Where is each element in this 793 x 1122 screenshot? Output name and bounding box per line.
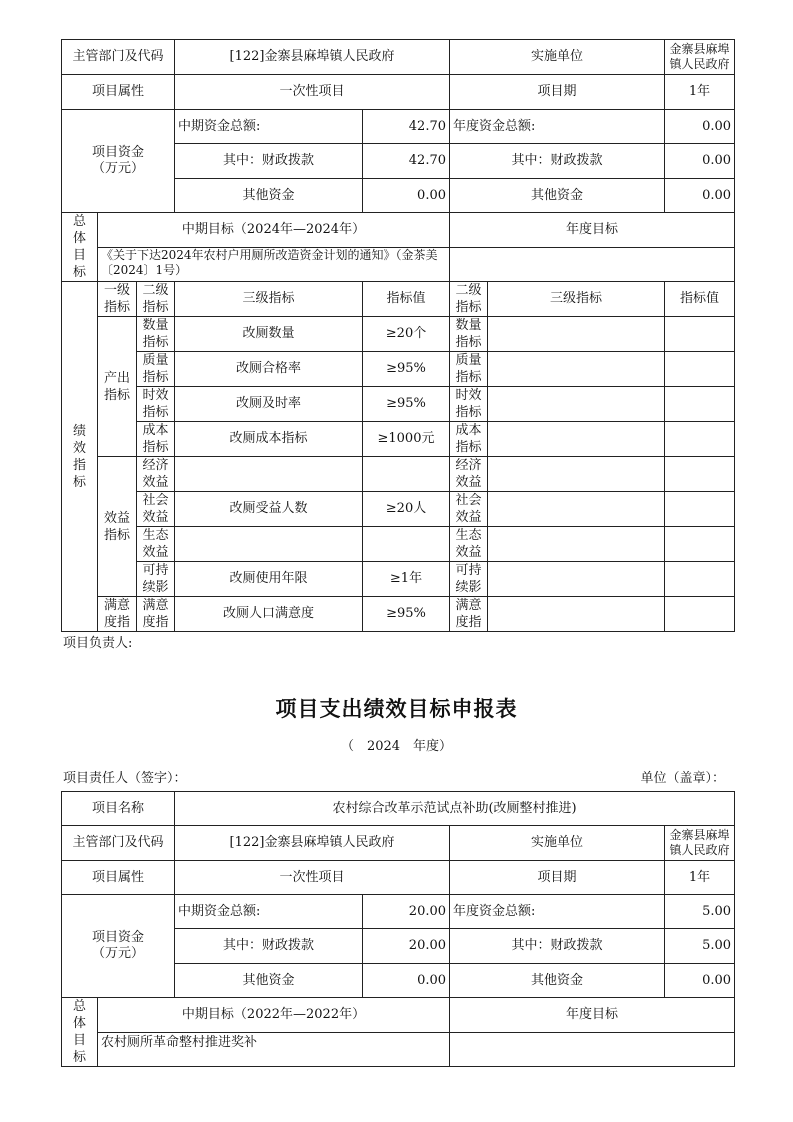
year-other-value: 0.00 xyxy=(665,964,735,998)
period-label: 项目期 xyxy=(450,861,665,895)
attr-label: 项目属性 xyxy=(62,75,175,110)
row-value: ≥20个 xyxy=(363,317,450,352)
attr-label: 项目属性 xyxy=(62,861,175,895)
mid-goal-text: 《关于下达2024年农村户用厕所改造资金计划的通知》（金茶美〔2024〕1号） xyxy=(98,247,450,282)
row-level3 xyxy=(175,457,363,492)
mid-goal-text: 农村厕所革命整村推进奖补 xyxy=(98,1032,450,1067)
row-level3: 改厕及时率 xyxy=(175,387,363,422)
row-value: ≥95% xyxy=(363,352,450,387)
dept-label: 主管部门及代码 xyxy=(62,826,175,861)
mid-goal-header: 中期目标（2022年—2022年） xyxy=(98,998,450,1033)
row-level3: 改厕使用年限 xyxy=(175,562,363,597)
row-r-level3 xyxy=(488,457,665,492)
row-level2: 成本指标 xyxy=(137,422,175,457)
value-header: 指标值 xyxy=(363,282,450,317)
row-r-level2: 可持续影 xyxy=(450,562,488,597)
dept-value: [122]金寨县麻埠镇人民政府 xyxy=(175,826,450,861)
mid-other-value: 0.00 xyxy=(363,964,450,998)
row-r-value xyxy=(665,422,735,457)
funds-label: 项目资金 （万元） xyxy=(62,110,175,213)
row-level2: 质量指标 xyxy=(137,352,175,387)
year-total-label: 年度资金总额: xyxy=(450,895,665,929)
year-total-label: 年度资金总额: xyxy=(450,110,665,144)
row-level3 xyxy=(175,527,363,562)
row-r-level3 xyxy=(488,422,665,457)
impl-label: 实施单位 xyxy=(450,826,665,861)
project-leader-label: 项目负责人: xyxy=(63,636,133,651)
impl-value: 金寨县麻埠镇人民政府 xyxy=(665,826,735,861)
row-level2: 经济效益 xyxy=(137,457,175,492)
satisfaction-indicator-label: 满意度指 xyxy=(98,597,137,632)
overall-goal-label-text: 总体目标 xyxy=(72,999,86,1065)
year-goal-header: 年度目标 xyxy=(450,213,735,248)
overall-goal-label-text: 总体目标 xyxy=(72,214,86,280)
row-r-level2: 满意度指 xyxy=(450,597,488,632)
row-r-value xyxy=(665,527,735,562)
year-fiscal-label: 其中：财政拨款 xyxy=(450,144,665,179)
year-fiscal-value: 0.00 xyxy=(665,144,735,179)
period-label: 项目期 xyxy=(450,75,665,110)
row-level2: 可持续影 xyxy=(137,562,175,597)
mid-goal-header: 中期目标（2024年—2024年） xyxy=(98,213,450,248)
mid-other-label: 其他资金 xyxy=(175,964,363,998)
row-value xyxy=(363,527,450,562)
row-r-level3 xyxy=(488,492,665,527)
perf-indicator-label-text: 绩效指标 xyxy=(72,423,86,490)
row-value: ≥95% xyxy=(363,597,450,632)
year-total-value: 0.00 xyxy=(665,110,735,144)
year-goal-text xyxy=(450,247,735,282)
row-level2: 社会效益 xyxy=(137,492,175,527)
row-r-level3 xyxy=(488,597,665,632)
year-line: （ 2024 年度） xyxy=(340,739,453,754)
row-r-value xyxy=(665,387,735,422)
mid-fiscal-label: 其中：财政拨款 xyxy=(175,929,363,964)
year-total-value: 5.00 xyxy=(665,895,735,929)
mid-total-value: 42.70 xyxy=(363,110,450,144)
mid-fiscal-value: 42.70 xyxy=(363,144,450,179)
attr-value: 一次性项目 xyxy=(175,861,450,895)
year-goal-text xyxy=(450,1032,735,1067)
row-r-level2: 社会效益 xyxy=(450,492,488,527)
row-r-value xyxy=(665,492,735,527)
row-level2: 满意度指 xyxy=(137,597,175,632)
dept-value: [122]金寨县麻埠镇人民政府 xyxy=(175,40,450,75)
row-r-level3 xyxy=(488,387,665,422)
perf-indicator-label xyxy=(62,282,98,632)
row-r-level2: 成本指标 xyxy=(450,422,488,457)
row-r-value xyxy=(665,597,735,632)
funds-label: 项目资金 （万元） xyxy=(62,895,175,998)
responsible-label: 项目责任人（签字）： xyxy=(63,771,187,786)
level3-header: 三级指标 xyxy=(175,282,363,317)
row-value: ≥95% xyxy=(363,387,450,422)
row-value xyxy=(363,457,450,492)
row-r-level3 xyxy=(488,317,665,352)
impl-label: 实施单位 xyxy=(450,40,665,75)
row-r-level3 xyxy=(488,527,665,562)
row-r-level2: 生态效益 xyxy=(450,527,488,562)
level1-header: 一级指标 xyxy=(98,282,137,317)
mid-fiscal-value: 20.00 xyxy=(363,929,450,964)
mid-other-label: 其他资金 xyxy=(175,179,363,213)
attr-value: 一次性项目 xyxy=(175,75,450,110)
impl-value: 金寨县麻埠镇人民政府 xyxy=(665,40,735,75)
output-indicator-label: 产出指标 xyxy=(98,317,137,457)
mid-total-value: 20.00 xyxy=(363,895,450,929)
r-level2-header: 二级指标 xyxy=(450,282,488,317)
row-r-level2: 经济效益 xyxy=(450,457,488,492)
row-level3: 改厕成本指标 xyxy=(175,422,363,457)
period-value: 1年 xyxy=(665,75,735,110)
row-level3: 改厕受益人数 xyxy=(175,492,363,527)
project-name-label: 项目名称 xyxy=(62,792,175,826)
year-fiscal-value: 5.00 xyxy=(665,929,735,964)
overall-goal-label xyxy=(62,213,98,282)
r-value-header: 指标值 xyxy=(665,282,735,317)
mid-other-value: 0.00 xyxy=(363,179,450,213)
row-r-level2: 数量指标 xyxy=(450,317,488,352)
period-value: 1年 xyxy=(665,861,735,895)
year-goal-header: 年度目标 xyxy=(450,998,735,1033)
mid-fiscal-label: 其中：财政拨款 xyxy=(175,144,363,179)
row-r-level2: 质量指标 xyxy=(450,352,488,387)
benefit-indicator-label: 效益指标 xyxy=(98,457,137,597)
performance-table-2 xyxy=(61,791,735,1067)
year-other-label: 其他资金 xyxy=(450,179,665,213)
dept-label: 主管部门及代码 xyxy=(62,40,175,75)
row-level3: 改厕合格率 xyxy=(175,352,363,387)
overall-goal-label xyxy=(62,998,98,1067)
mid-total-label: 中期资金总额: xyxy=(175,895,363,929)
row-r-level3 xyxy=(488,562,665,597)
row-level3: 改厕数量 xyxy=(175,317,363,352)
row-level3: 改厕人口满意度 xyxy=(175,597,363,632)
row-value: ≥1年 xyxy=(363,562,450,597)
year-fiscal-label: 其中：财政拨款 xyxy=(450,929,665,964)
row-level2: 生态效益 xyxy=(137,527,175,562)
year-other-label: 其他资金 xyxy=(450,964,665,998)
year-other-value: 0.00 xyxy=(665,179,735,213)
row-level2: 时效指标 xyxy=(137,387,175,422)
row-level2: 数量指标 xyxy=(137,317,175,352)
unit-seal-label: 单位（盖章）： xyxy=(640,771,725,786)
row-r-value xyxy=(665,352,735,387)
project-name-value: 农村综合改革示范试点补助(改厕整村推进) xyxy=(175,792,735,826)
row-r-level3 xyxy=(488,352,665,387)
row-value: ≥1000元 xyxy=(363,422,450,457)
row-r-value xyxy=(665,457,735,492)
row-r-value xyxy=(665,317,735,352)
mid-total-label: 中期资金总额: xyxy=(175,110,363,144)
form-title: 项目支出绩效目标申报表 xyxy=(275,697,518,721)
row-value: ≥20人 xyxy=(363,492,450,527)
row-r-level2: 时效指标 xyxy=(450,387,488,422)
r-level3-header: 三级指标 xyxy=(488,282,665,317)
level2-header: 二级指标 xyxy=(137,282,175,317)
performance-table-1 xyxy=(61,39,735,632)
row-r-value xyxy=(665,562,735,597)
